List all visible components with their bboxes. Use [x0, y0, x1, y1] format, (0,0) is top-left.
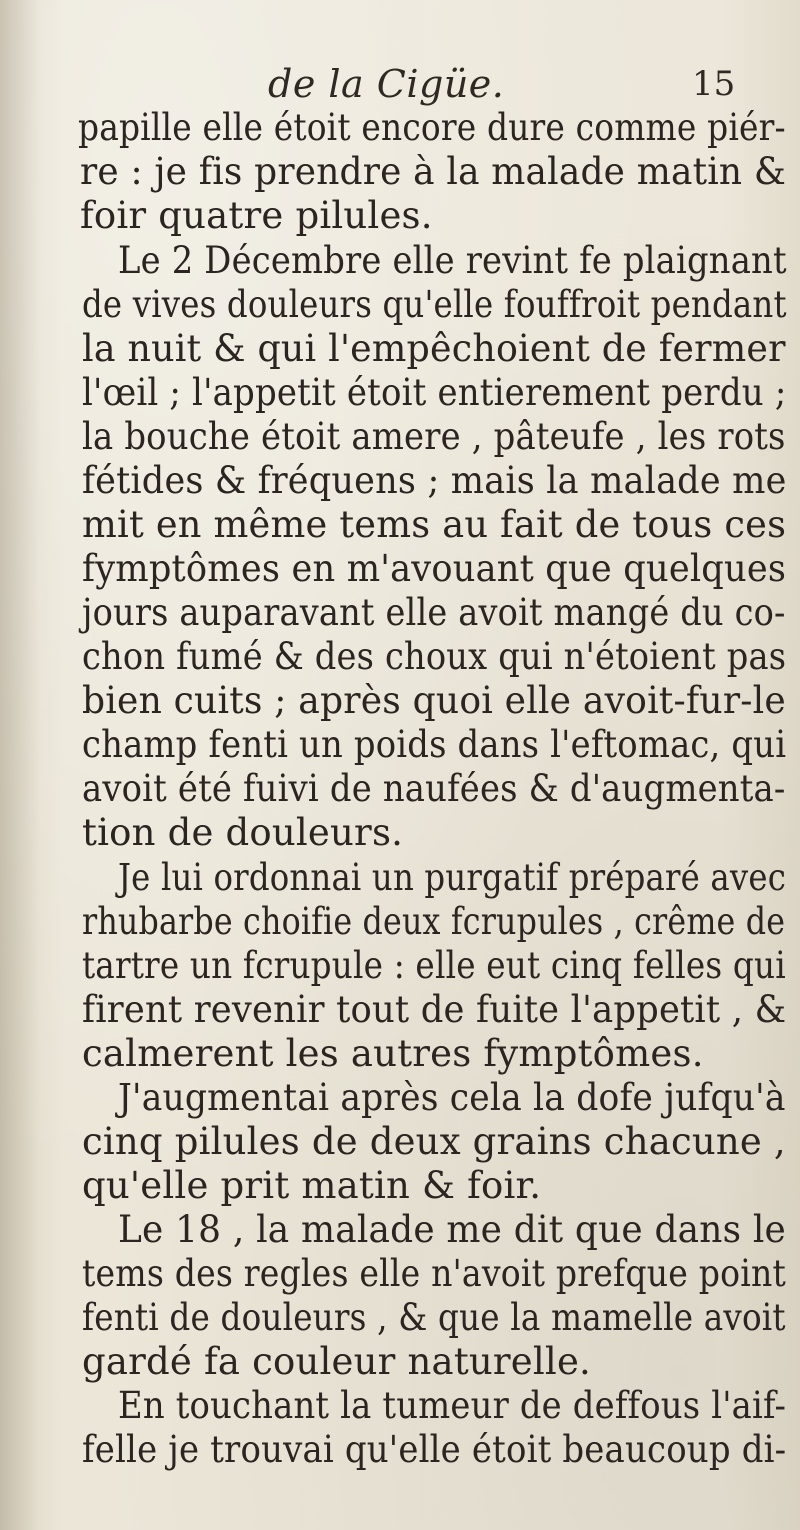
- text-line: avoit été fuivi de naufées & d'augmenta-: [82, 767, 786, 810]
- text-line: l'œil ; l'appetit étoit entierement perdu ;: [82, 371, 787, 414]
- text-line: Je lui ordonnai un purgatif préparé avec: [118, 856, 787, 899]
- text-line: de vives douleurs qu'elle fouffroit pendant: [82, 283, 787, 326]
- text-line: fétides & fréquens ; mais la malade me: [82, 459, 787, 502]
- page-header: [0, 52, 800, 112]
- text-line: En touchant la tumeur de deffous l'aif-: [118, 1384, 787, 1427]
- text-line: J'augmentai après cela la dofe jufqu'à: [118, 1076, 786, 1119]
- text-line: jours auparavant elle avoit mangé du co-: [82, 591, 786, 634]
- text-line: cinq pilules de deux grains chacune ,: [82, 1120, 786, 1163]
- page-number: 15: [692, 64, 736, 104]
- text-line: calmerent les autres fymptômes.: [82, 1032, 704, 1075]
- text-line: papille elle étoit encore dure comme piér-: [78, 106, 786, 149]
- text-line: champ fenti un poids dans l'eftomac, qui: [82, 723, 787, 766]
- text-line: gardé fa couleur naturelle.: [82, 1340, 592, 1383]
- text-line: foir quatre pilules.: [80, 194, 433, 237]
- text-line: re : je fis prendre à la malade matin &: [80, 150, 787, 193]
- text-line: fymptômes en m'avouant que quelques: [82, 547, 787, 590]
- text-line: firent revenir tout de fuite l'appetit , &: [82, 988, 787, 1031]
- text-line: la bouche étoit amere , pâteufe , les rots: [82, 415, 786, 458]
- text-line: la nuit & qui l'empêchoient de fermer: [82, 327, 786, 370]
- text-line: qu'elle prit matin & foir.: [82, 1164, 542, 1207]
- text-line: fenti de douleurs , & que la mamelle avoit: [82, 1296, 786, 1339]
- page-fold-shadow: [0, 0, 40, 1530]
- text-line: mit en même tems au fait de tous ces: [82, 503, 787, 546]
- text-line: Le 2 Décembre elle revint fe plaignant: [118, 239, 787, 282]
- text-line: chon fumé & des choux qui n'étoient pas: [82, 635, 787, 678]
- text-line: Le 18 , la malade me dit que dans le: [118, 1208, 787, 1251]
- text-line: tion de douleurs.: [82, 811, 404, 854]
- text-line: tems des regles elle n'avoit prefque point: [82, 1252, 787, 1295]
- text-line: rhubarbe choifie deux fcrupules , crême de: [82, 900, 786, 943]
- running-title: de la Cigüe.: [268, 62, 505, 106]
- text-line: tartre un fcrupule : elle eut cinq felles qui: [82, 944, 786, 987]
- text-line: bien cuits ; après quoi elle avoit-fur-le: [82, 679, 786, 722]
- text-line: felle je trouvai qu'elle étoit beaucoup di-: [82, 1428, 787, 1471]
